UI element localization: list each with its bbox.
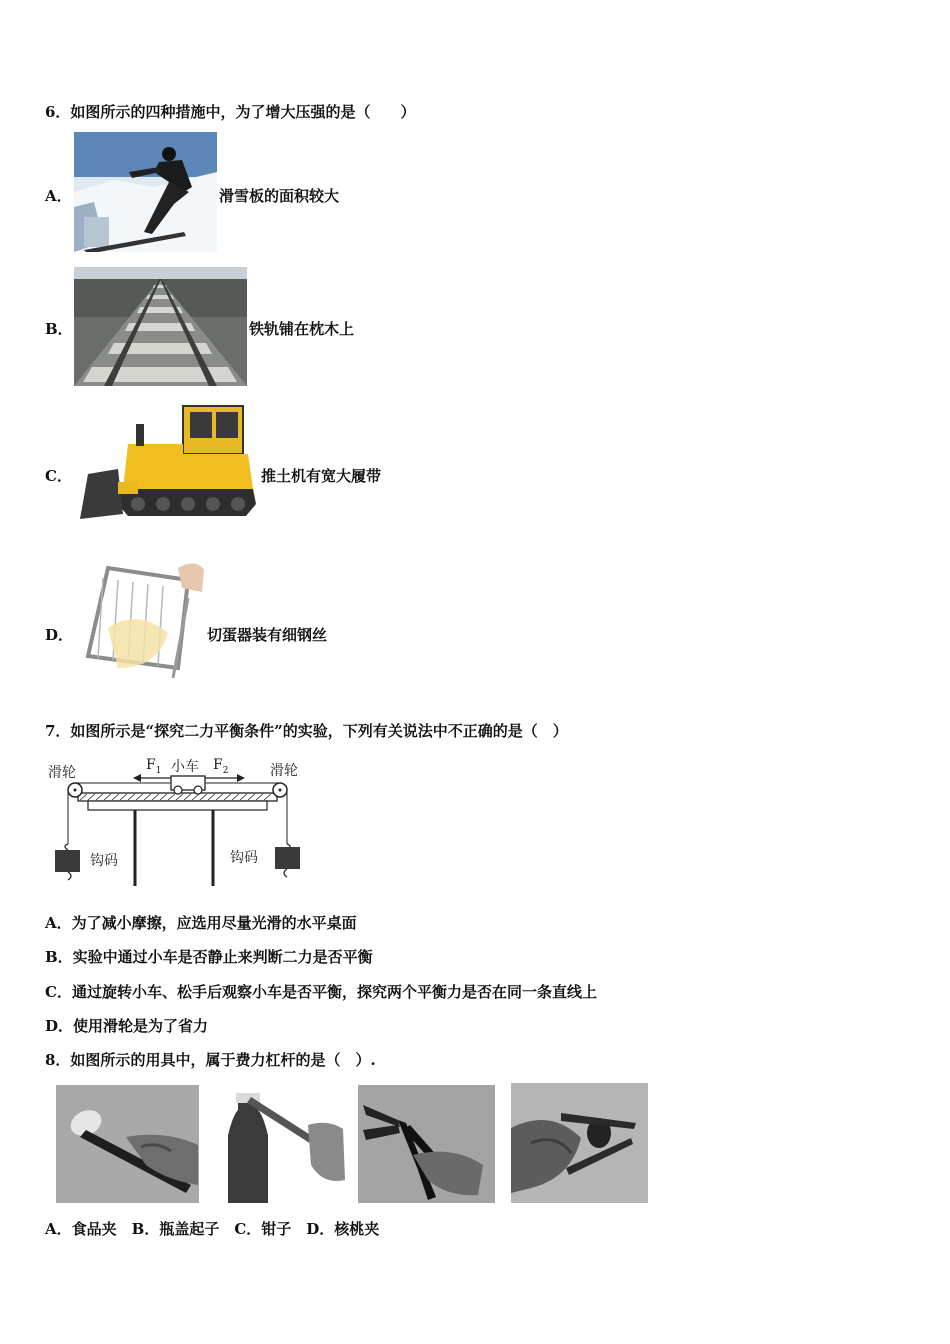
q7-option-a: A．为了减小摩擦，应选用尽量光滑的水平桌面: [45, 914, 357, 932]
force-balance-diagram: [45, 754, 310, 889]
f1-label: $F_1$: [146, 757, 162, 776]
food-tongs-photo: [56, 1085, 199, 1203]
left-pulley-label: 滑轮: [48, 765, 76, 781]
right-hook-weight: [275, 847, 300, 869]
snowboarder-photo: [74, 132, 217, 252]
egg-slicer-photo: [78, 558, 206, 680]
q6-option-d-letter: D．: [45, 626, 74, 644]
q6-option-a-letter: A．: [45, 187, 72, 205]
q8-stem: 8．如图所示的用具中，属于费力杠杆的是（ ）.: [45, 1051, 376, 1069]
q6-option-a-text: 滑雪板的面积较大: [219, 187, 340, 205]
q7-stem: 7．如图所示是“探究二力平衡条件”的实验，下列有关说法中不正确的是（ ）: [45, 722, 568, 740]
f1-arrow: [133, 774, 141, 782]
nutcracker-photo: [511, 1083, 648, 1203]
right-weight-label: 钩码: [230, 850, 258, 866]
q6-option-b-letter: B．: [45, 320, 73, 338]
cart-label: 小车: [171, 759, 199, 775]
left-weight-label: 钩码: [90, 853, 118, 869]
q6-option-c-letter: C．: [45, 467, 72, 485]
q6-option-b-text: 铁轨铺在枕木上: [249, 320, 355, 338]
q6-option-c-text: 推土机有宽大履带: [261, 467, 382, 485]
q7-option-d: D．使用滑轮是为了省力: [45, 1017, 209, 1035]
bottle-opener-photo: [223, 1085, 345, 1203]
left-hook-weight: [55, 850, 80, 872]
q7-option-c: C．通过旋转小车、松手后观察小车是否平衡，探究两个平衡力是否在同一条直线上: [45, 983, 597, 1001]
bulldozer-photo: [78, 404, 258, 522]
q6-stem: 6．如图所示的四种措施中，为了增大压强的是（ ）: [45, 103, 416, 121]
f2-arrow: [237, 774, 245, 782]
q8-options-line: A．食品夹 B．瓶盖起子 C．钳子 D．核桃夹: [45, 1220, 380, 1238]
f2-label: $F_2$: [213, 757, 229, 776]
q7-option-b: B．实验中通过小车是否静止来判断二力是否平衡: [45, 948, 373, 966]
railway-track-photo: [74, 267, 247, 386]
right-pulley-label: 滑轮: [270, 763, 298, 779]
pliers-photo: [358, 1085, 495, 1203]
q6-option-d-text: 切蛋器装有细钢丝: [207, 626, 328, 644]
